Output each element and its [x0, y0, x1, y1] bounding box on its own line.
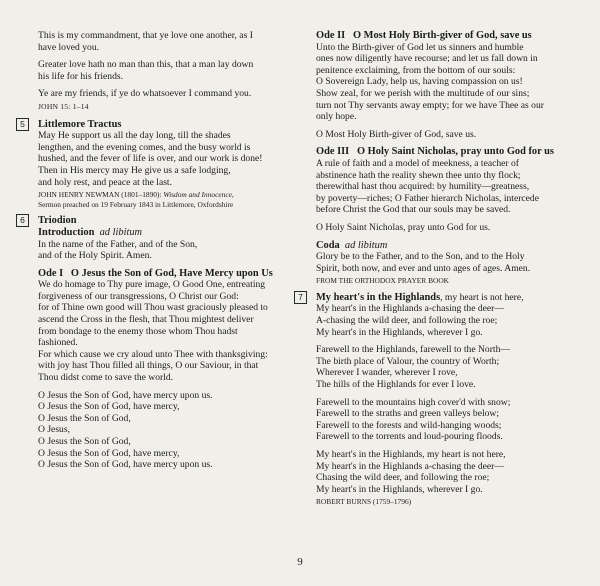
coda-heading: Coda ad libitum [316, 239, 388, 251]
tractus-text: May He support us all the day long, till the shades lengthen, and the evening comes, and the busy world is hushed, and the fever of life is over, and our work is done! Then in His mercy may He give us a safe lodging, and holy rest, and peace at the last. [38, 130, 263, 188]
ode3-text: A rule of faith and a model of meekness, a teacher of abstinence hath the reality shewn thee unto thy flock; therewithal hast thou acquired: by humility—greatness, by poverty—riches; O Father hierarch Nicholas, intercede before Christ the God that our souls may be saved. [316, 157, 539, 216]
section-title: Littlemore Tractus [38, 118, 122, 130]
left-column [20, 30, 300, 471]
section-7 [298, 291, 576, 304]
track-number-box: 5 [16, 118, 29, 131]
poem-stanza-3: Farewell to the mountains high cover'd with snow; Farewell to the straths and green valleys below; Farewell to the forests and wild-hanging woods; Farewell to the torrents and loud-pouring floods. [316, 396, 511, 443]
track-number-box: 6 [16, 214, 29, 227]
right-column [298, 30, 576, 507]
poem-stanza-1: My heart's in the Highlands a-chasing the deer— A-chasing the wild deer, and following the roe; My heart's in the Highlands, wherever I go. [316, 303, 504, 338]
tractus-credit: JOHN HENRY NEWMAN (1801–1890): Wisdom and Innocence, Sermon preached on 19 February 1843 in Littlemore, Oxfordshire [38, 190, 234, 209]
section-5 [20, 118, 300, 131]
ode2-heading: Ode II O Most Holy Birth-giver of God, save us [316, 30, 532, 41]
section-6 [20, 215, 300, 227]
intro-verse-1: This is my commandment, that ye love one another, as I have loved you. [38, 30, 253, 53]
introduction-heading: Introduction ad libitum [38, 226, 143, 238]
ode2-text: Unto the Birth-giver of God let us sinners and humble ones now diligently have recourse; and let us fall down in penitence exclaiming, from the bottom of our souls: O Sovereign Lady, help us, having compassion on us! Show zeal, for we perish with the multitude of our sins; turn not Thy servants away empty; for we have Thee as our only hope. [316, 41, 544, 123]
ode1-heading: Ode I O Jesus the Son of God, Have Mercy upon Us [38, 267, 273, 279]
track-number-box: 7 [294, 291, 307, 304]
poem-stanza-4: My heart's in the Highlands, my heart is not here, My heart's in the Highlands a-chasing the deer— Chasing the wild deer, and following the roe; My heart's in the Highlands, wherever I go. [316, 449, 506, 495]
page-number: 9 [297, 556, 303, 568]
ode3-refrain: O Holy Saint Nicholas, pray unto God for us. [316, 221, 491, 233]
intro-verse-3: Ye are my friends, if ye do whatsoever I command you. [38, 88, 252, 100]
intro-verse-2: Greater love hath no man than this, that a man lay down his life for his friends. [38, 59, 254, 82]
poem-first-line: My heart's in the Highlands, my heart is not here, [316, 291, 524, 303]
ode1-refrain: O Jesus the Son of God, have mercy upon us. O Jesus the Son of God, have mercy, O Jesus the Son of God, O Jesus, O Jesus the Son of God, O Jesus the Son of God, have mercy, O Jesus the Son of God, have mercy upon us. [38, 389, 213, 471]
poem-credit: ROBERT BURNS (1759–1796) [316, 497, 412, 507]
section-title: Triodion [38, 215, 77, 227]
coda-text: Glory be to the Father, and to the Son, and to the Holy Spirit, both now, and ever and unto ages of ages. Amen. [316, 251, 531, 274]
ode3-heading: Ode III O Holy Saint Nicholas, pray unto God for us [316, 146, 554, 158]
poem-stanza-2: Farewell to the Highlands, farewell to the North— The birth place of Valour, the country of Worth; Wherever I wander, wherever I rove, The hills of the Highlands for ever I love. [316, 344, 510, 391]
intro-reference: JOHN 15: 1–14 [38, 101, 89, 111]
ode1-text: We do homage to Thy pure image, O Good One, entreating forgiveness of our transgressions, O Christ our God: for of Thine own good will Thou wast graciously pleased to ascend the Cross in the flesh, that Thou mightest deliver from bondage to the enemy those whom Thou hadst fashioned. For which cause we cry aloud unto Thee with thanksgiving: with joy hast Thou filled all things, O our Saviour, in that Thou didst come to save the world. [38, 279, 268, 384]
introduction-text: In the name of the Father, and of the Son, and of the Holy Spirit. Amen. [38, 238, 198, 262]
coda-credit: FROM THE ORTHODOX PRAYER BOOK [316, 276, 450, 286]
ode2-refrain: O Most Holy Birth-giver of God, save us. [316, 128, 477, 140]
